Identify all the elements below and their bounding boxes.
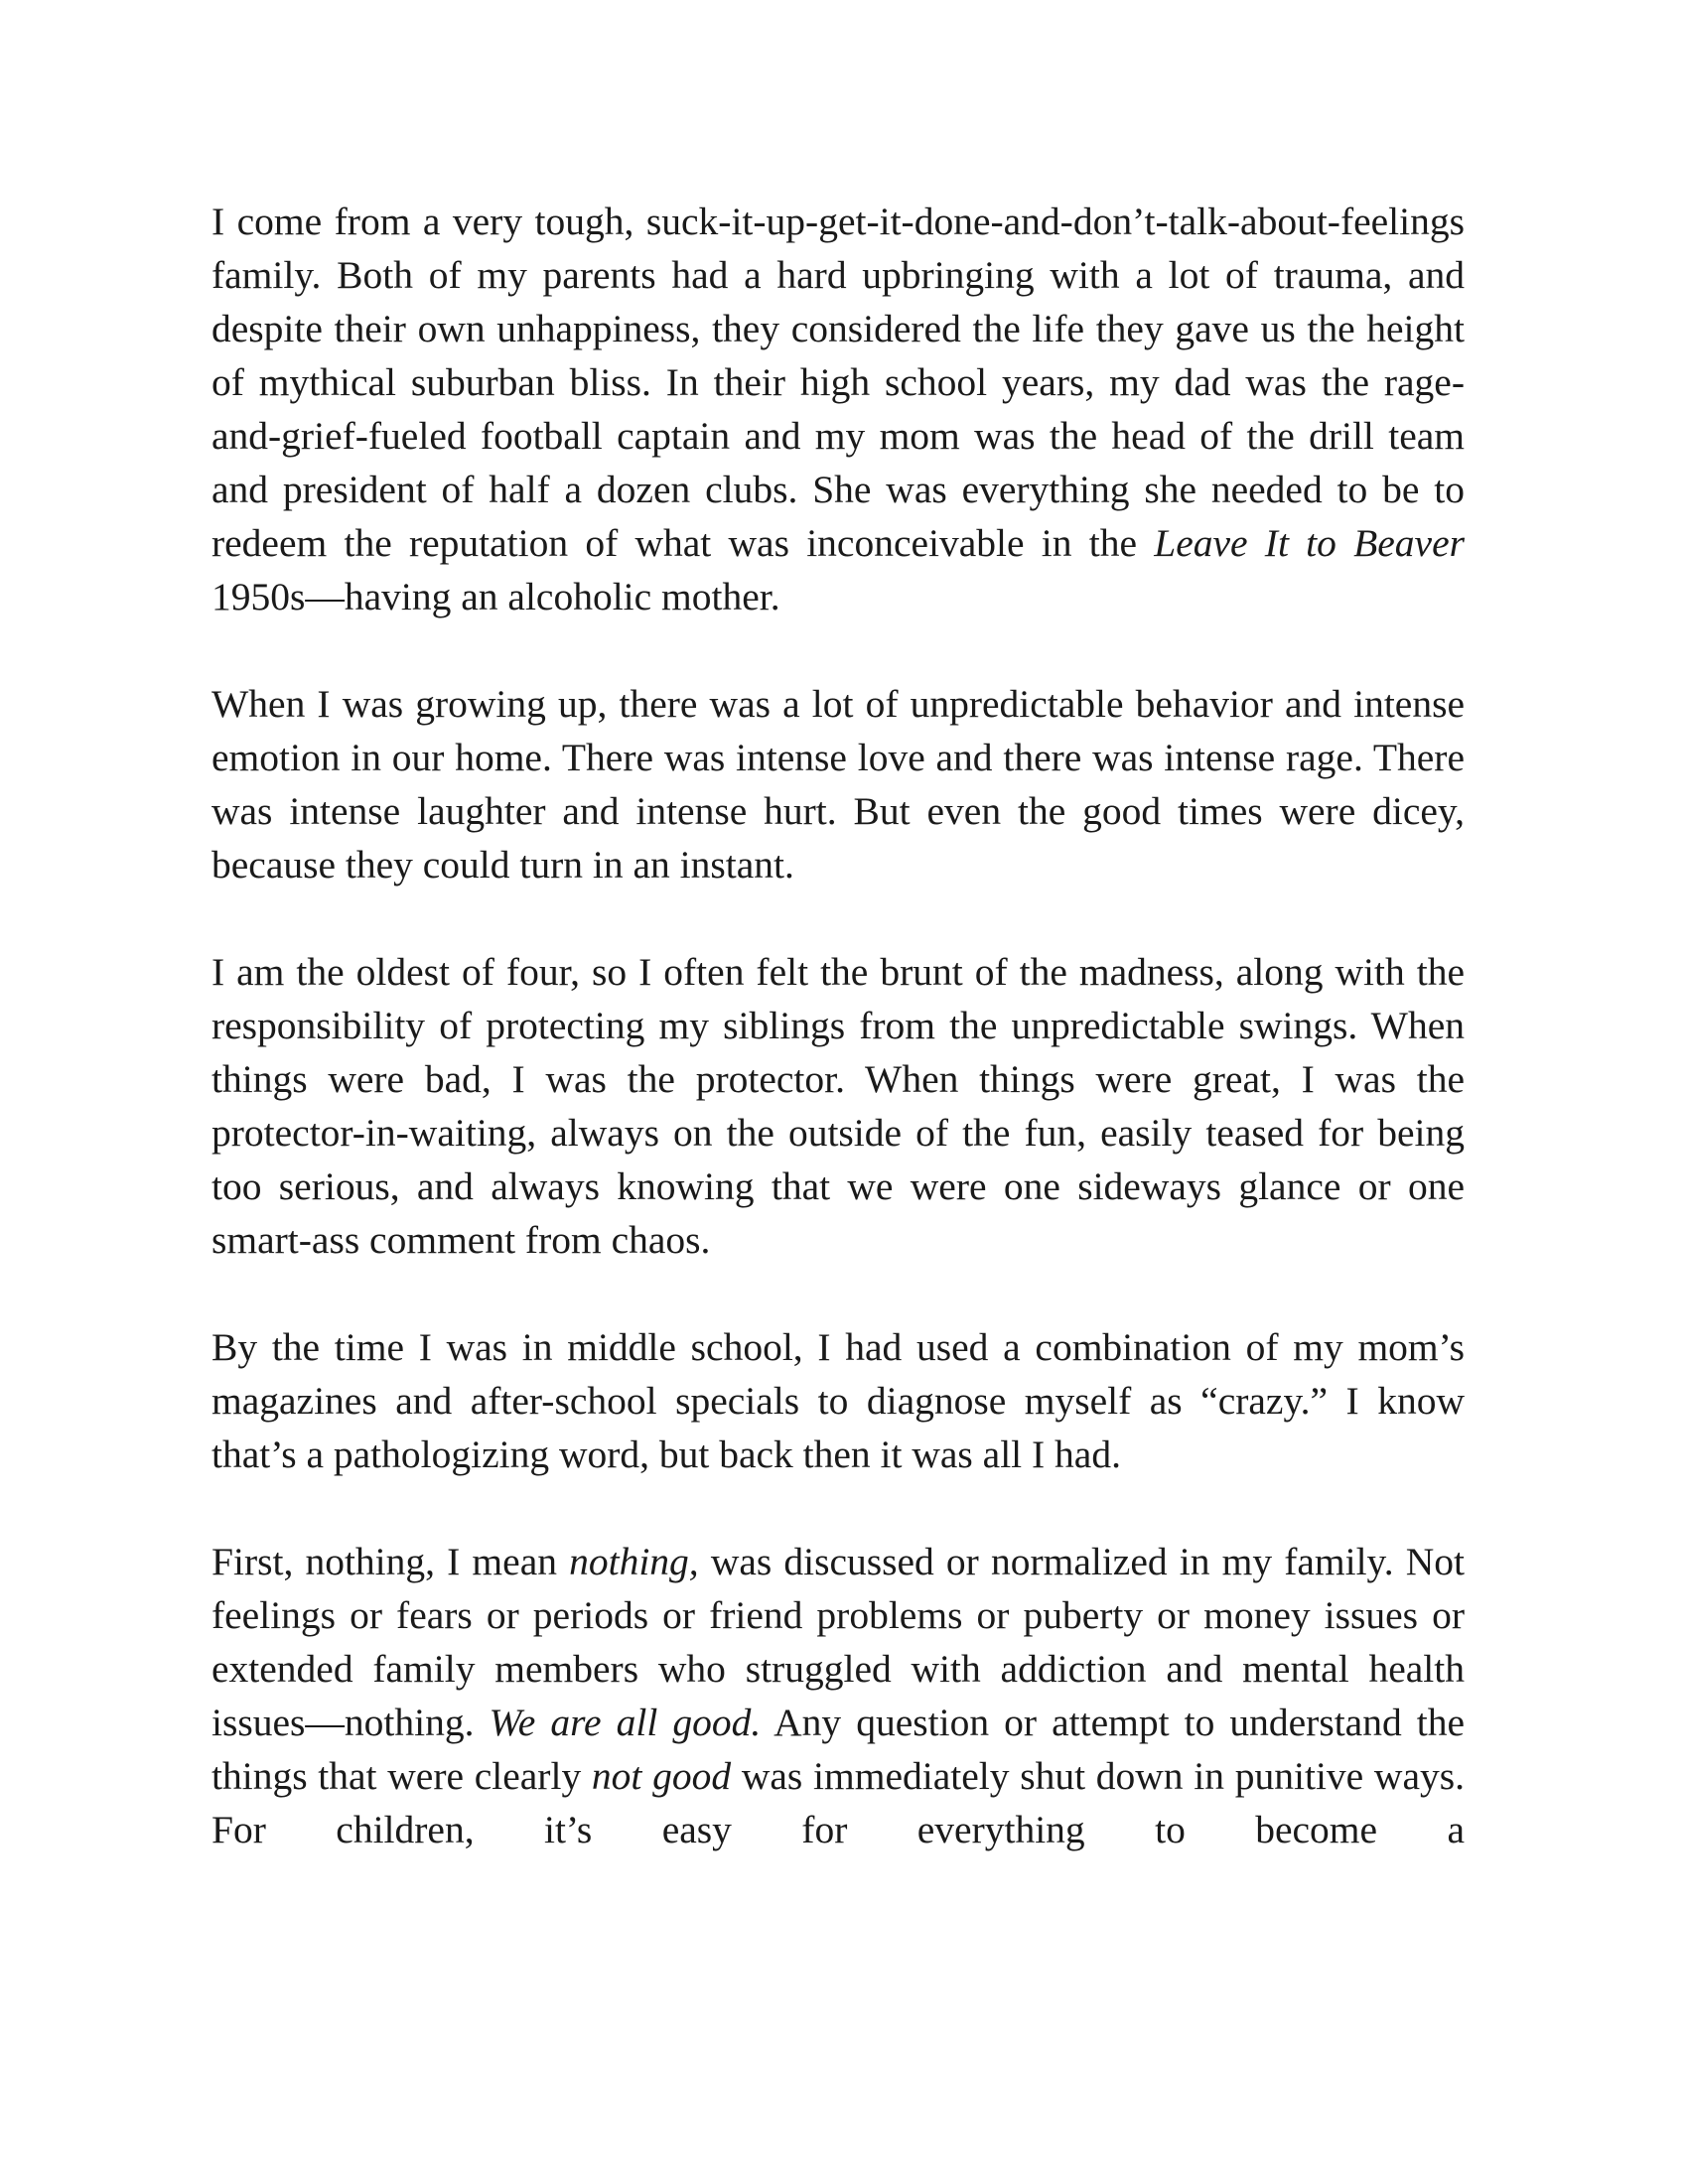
page-body [211, 195, 1465, 1856]
paragraph-text: I come from a very tough, suck-it-up-get-it-done-and-don’t-talk-about-feelings family. Both of my parents had a hard upbringing with a lot of trauma, and despite their own unhappiness, they considered the life they gave us the height of mythical suburban bliss. In their high school years, my dad was the rage-and-grief-fueled football captain and my mom was the head of the drill team and president of half a dozen clubs. She was everything she needed to be to redeem the reputation of what was inconceivable in the [211, 200, 1465, 565]
emphasis-italic: not good [591, 1754, 732, 1798]
paragraph-growing-up: When I was growing up, there was a lot of unpredictable behavior and intense emotion in our home. There was intense love and there was intense rage. There was intense laughter and intense hurt. But even the good times were dicey, because they could turn in an instant. [211, 682, 1465, 887]
paragraph-nothing-discussed [211, 1535, 1465, 1856]
paragraph-text: 1950s—having an alcoholic mother. [211, 575, 780, 618]
paragraph-text: was immediately shut down in punitive ways. For children, it’s easy for everything to become a [211, 1754, 1465, 1851]
paragraph-family-background [211, 195, 1465, 623]
emphasis-italic: nothing, [569, 1540, 699, 1583]
paragraph-text: First, nothing, I mean [211, 1540, 570, 1583]
paragraph-oldest-of-four: I am the oldest of four, so I often felt the brunt of the madness, along with the responsibility of protecting my siblings from the unpredictable swings. When things were bad, I was the protector. When things were great, I was the protector-in-waiting, always on the outside of the fun, easily teased for being too serious, and always knowing that we were one sideways glance or one smart-ass comment from chaos. [211, 950, 1465, 1262]
paragraph-text: Any question or attempt to understand the things that were clearly [211, 1701, 1466, 1798]
emphasis-italic: We are all good. [489, 1701, 762, 1744]
paragraph-middle-school: By the time I was in middle school, I had used a combination of my mom’s magazines and after-school specials to diagnose myself as “crazy.” I know that’s a pathologizing word, but back then it was all I had. [211, 1325, 1465, 1476]
book-title-italic: Leave It to Beaver [1154, 521, 1465, 565]
paragraph-text: was discussed or normalized in my family. Not feelings or fears or periods or friend problems or puberty or money issues or extended family members who struggled with addiction and mental health issues—nothing. [211, 1540, 1465, 1744]
